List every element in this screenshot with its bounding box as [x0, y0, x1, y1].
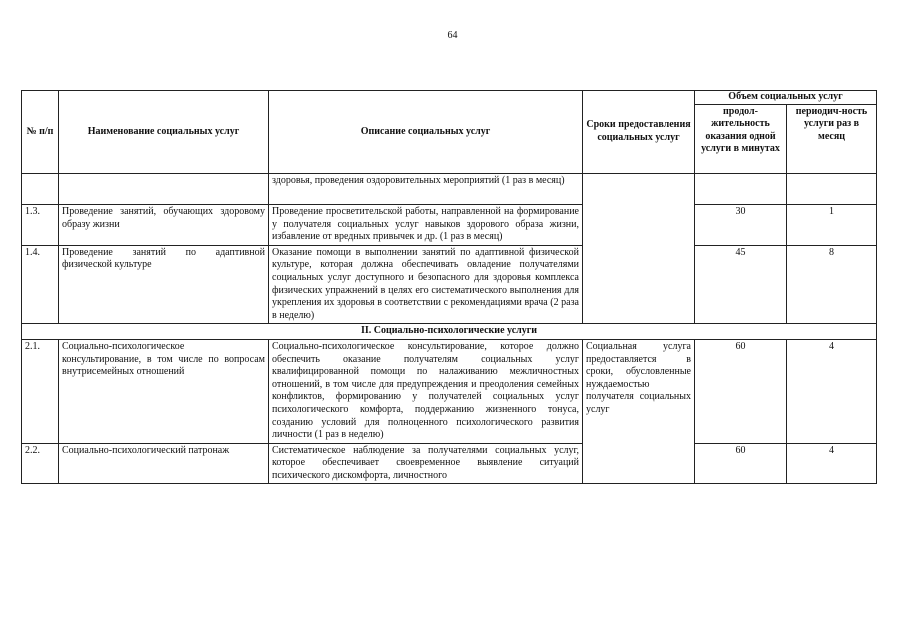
cell-description: Систематическое наблюдение за получателями социальных услуг, которое обеспечивает своевременное выявление ситуаций психического дискомфорта, личностного	[269, 443, 583, 484]
header-num: № п/п	[22, 91, 59, 174]
cell-num: 1.4.	[22, 245, 59, 324]
cell-name: Социально-психологический патронаж	[59, 443, 269, 484]
section-row	[22, 324, 877, 340]
header-name: Наименование социальных услуг	[59, 91, 269, 174]
cell-deadlines: Социальная услуга предоставляется в сроки, обусловленные нуждаемостью получателя социальных услуг	[583, 339, 695, 484]
header-deadlines: Сроки предоставления социальных услуг	[583, 91, 695, 174]
table-row	[22, 443, 877, 484]
cell-name	[59, 174, 269, 205]
cell-duration: 30	[695, 205, 787, 246]
header-periodicity: периодич-ность услуги раз в месяц	[787, 104, 877, 173]
cell-description: Социально-психологическое консультирование, которое должно обеспечить оказание получателям социальных услуг квалифицированной помощи по налаживанию межличностных отношений, в том числе для предупреждения и преодоления семейных конфликтов, формированию у получателей социальных услуг психологического комфорта, поддержанию жизненного тонуса, созданию условий для полноценного психологического развития личности (1 раз в неделю)	[269, 339, 583, 443]
cell-periodicity: 4	[787, 339, 877, 443]
cell-duration: 60	[695, 443, 787, 484]
header-volume: Объем социальных услуг	[695, 91, 877, 105]
cell-deadlines	[583, 174, 695, 324]
cell-description: Проведение просветительской работы, направленной на формирование у получателя социальных услуг навыков здорового образа жизни, избавление от вредных привычек и др. (1 раз в месяц)	[269, 205, 583, 246]
header-description: Описание социальных услуг	[269, 91, 583, 174]
cell-num	[22, 174, 59, 205]
cell-name: Социально-психологическое консультирование, в том числе по вопросам внутрисемейных отношений	[59, 339, 269, 443]
cell-duration: 60	[695, 339, 787, 443]
cell-name: Проведение занятий, обучающих здоровому образу жизни	[59, 205, 269, 246]
cell-periodicity	[787, 174, 877, 205]
table-header-row	[22, 91, 877, 105]
cell-name: Проведение занятий по адаптивной физической культуре	[59, 245, 269, 324]
cell-num: 2.1.	[22, 339, 59, 443]
cell-description: здоровья, проведения оздоровительных мероприятий (1 раз в месяц)	[269, 174, 583, 205]
cell-periodicity: 1	[787, 205, 877, 246]
cell-duration	[695, 174, 787, 205]
cell-num: 1.3.	[22, 205, 59, 246]
cell-num: 2.2.	[22, 443, 59, 484]
social-services-table	[21, 90, 877, 484]
table-row	[22, 339, 877, 443]
cell-description: Оказание помощи в выполнении занятий по адаптивной физической культуре, которая должна обеспечивать овладение получателями социальных услуг доступного и безопасного для здоровья комплекса физических упражнений в целях его систематического выполнения для укрепления их здоровья в соответствии с рекомендациями врача (2 раза в неделю)	[269, 245, 583, 324]
header-duration: продол-жительность оказания одной услуги в минутах	[695, 104, 787, 173]
table-row	[22, 245, 877, 324]
cell-duration: 45	[695, 245, 787, 324]
cell-periodicity: 4	[787, 443, 877, 484]
table-row	[22, 205, 877, 246]
section-title: II. Социально-психологические услуги	[22, 324, 877, 340]
page-number: 64	[447, 30, 458, 41]
cell-periodicity: 8	[787, 245, 877, 324]
table-row	[22, 174, 877, 205]
